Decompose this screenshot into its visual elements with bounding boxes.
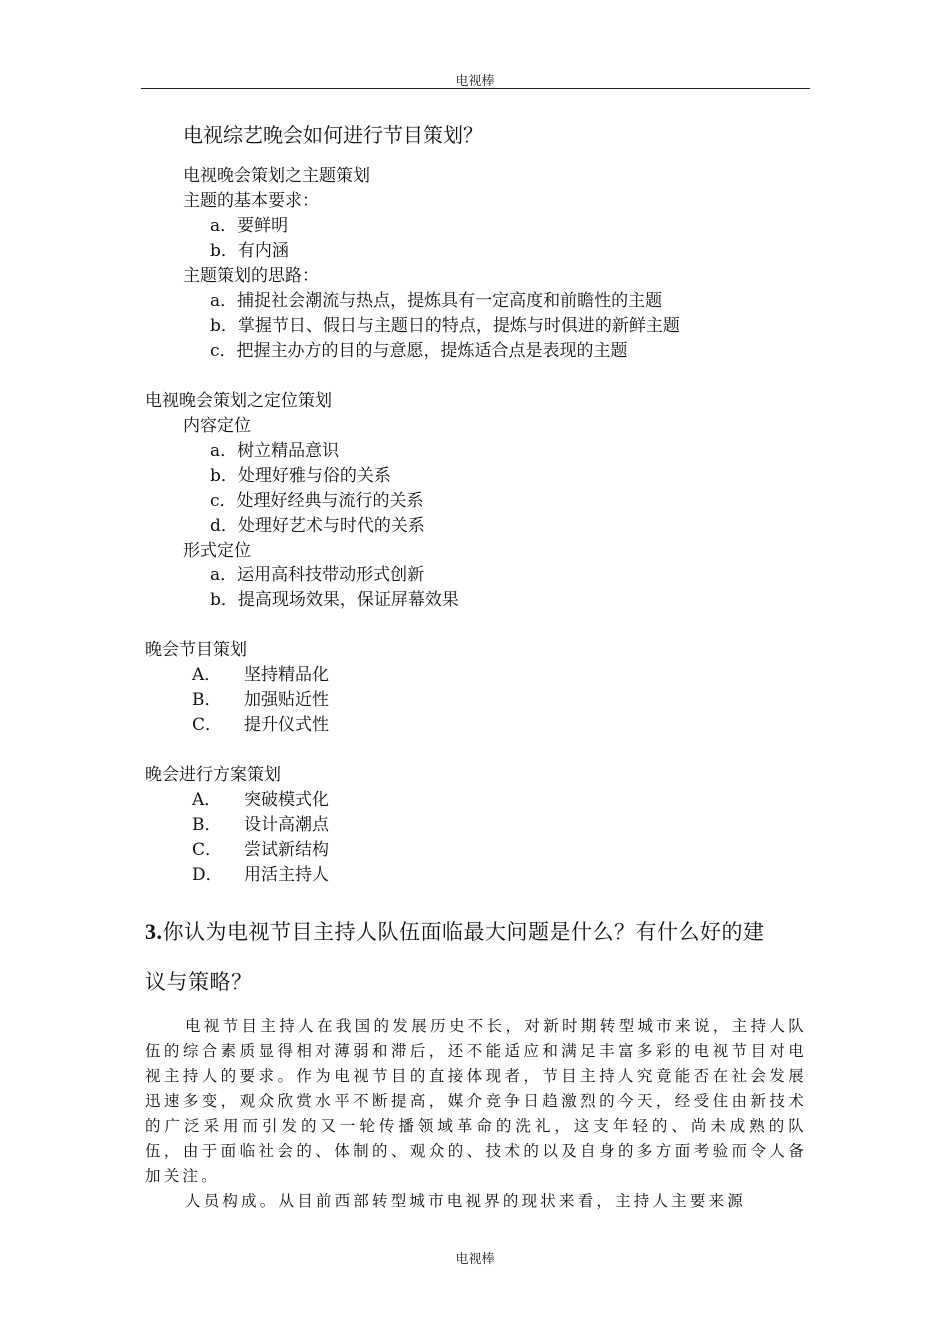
list-item: 提升仪式性 <box>244 715 329 735</box>
section-title: 电视综艺晚会如何进行节目策划？ <box>183 123 483 147</box>
list-item: a．捕捉社会潮流与热点，提炼具有一定高度和前瞻性的主题 <box>210 291 663 311</box>
answer-body <box>145 1014 807 1214</box>
question-number: 3. <box>145 919 163 944</box>
page-footer: 电视棒 <box>455 1252 495 1267</box>
list-item: b．掌握节日、假日与主题日的特点，提炼与时俱进的新鲜主题 <box>210 316 680 336</box>
list-item: d．处理好艺术与时代的关系 <box>210 516 425 536</box>
question-heading <box>145 918 765 946</box>
list-item: 设计高潮点 <box>244 815 329 835</box>
list-item: c．处理好经典与流行的关系 <box>210 491 424 511</box>
content-position-heading: 内容定位 <box>183 416 251 436</box>
position-heading: 电视晚会策划之定位策划 <box>145 391 332 411</box>
paragraph: 人员构成。从目前西部转型城市电视界的现状来看，主持人主要来源 <box>185 1192 747 1210</box>
theme-idea-heading: 主题策划的思路： <box>183 266 319 286</box>
question-line-1: 你认为电视节目主持人队伍面临最大问题是什么？有什么好的建 <box>162 920 765 944</box>
list-label: C． <box>192 715 223 735</box>
list-item: 尝试新结构 <box>244 840 329 860</box>
plan-heading: 晚会进行方案策划 <box>145 765 281 785</box>
list-label: C． <box>192 840 223 860</box>
list-item: b．处理好雅与俗的关系 <box>210 466 391 486</box>
list-label: A． <box>192 790 222 810</box>
list-item: a．要鲜明 <box>210 216 289 236</box>
list-item: 坚持精品化 <box>244 665 329 685</box>
list-item: b．有内涵 <box>210 241 289 261</box>
list-item: b．提高现场效果，保证屏幕效果 <box>210 590 459 610</box>
question-line-2: 议与策略？ <box>145 970 253 994</box>
list-label: A． <box>192 665 222 685</box>
list-label: D． <box>192 865 223 885</box>
program-heading: 晚会节目策划 <box>145 640 247 660</box>
theme-req-heading: 主题的基本要求： <box>183 191 319 211</box>
page-header: 电视棒 <box>455 74 495 89</box>
theme-heading: 电视晚会策划之主题策划 <box>183 166 370 186</box>
list-item: 加强贴近性 <box>244 690 329 710</box>
list-label: B． <box>192 815 222 835</box>
list-item: 用活主持人 <box>244 865 329 885</box>
form-position-heading: 形式定位 <box>183 541 251 561</box>
paragraph: 电视节目主持人在我国的发展历史不长，对新时期转型城市来说，主持人队伍的综合素质显得相对薄弱和滞后，还不能适应和满足丰富多彩的电视节目对电视主持人的要求。作为电视节目的直接体现者，节目主持人究竟能否在社会发展迅速多变，观众欣赏水平不断提高，媒介竞争日趋激烈的今天，经受住由新技术的广泛采用而引发的又一轮传播领域革命的洗礼，这支年轻的、尚未成熟的队伍，由于面临社会的、体制的、观众的、技术的以及自身的多方面考验而令人备加关注。 <box>145 1017 807 1185</box>
list-item: a．运用高科技带动形式创新 <box>210 565 425 585</box>
list-label: B． <box>192 690 222 710</box>
header-rule <box>141 88 810 89</box>
list-item: c．把握主办方的目的与意愿，提炼适合点是表现的主题 <box>210 341 628 361</box>
list-item: a．树立精品意识 <box>210 441 340 461</box>
list-item: 突破模式化 <box>244 790 329 810</box>
